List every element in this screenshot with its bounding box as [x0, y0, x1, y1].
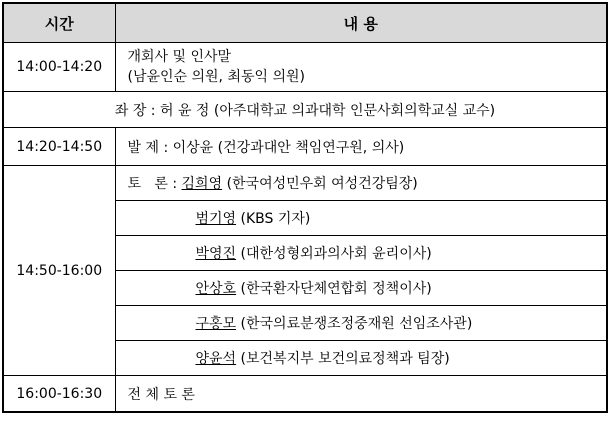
opening-title: 개회사 및 인사말	[127, 49, 232, 65]
panelist-row	[115, 236, 607, 271]
panelist-name: 안상호	[195, 281, 237, 297]
panelist-affiliation: (한국의료분쟁조정중재원 선임조사관)	[240, 316, 473, 332]
panelist-row	[115, 341, 607, 376]
panelist-name: 김희영	[181, 176, 223, 192]
discussion-row	[3, 166, 607, 201]
chair-affiliation: (아주대학교 의과대학 인문사회의학교실 교수)	[213, 102, 496, 119]
panelist-name: 박영진	[195, 246, 237, 262]
discussion-time: 14:50-16:00	[3, 166, 115, 376]
presentation-row	[3, 128, 607, 166]
panelist-name: 양윤석	[195, 351, 237, 367]
opening-time: 14:00-14:20	[3, 43, 115, 92]
panelist-name: 범기영	[195, 211, 237, 227]
presenter-name: 이상윤	[172, 139, 214, 156]
chair-label: 좌 장 :	[114, 102, 160, 119]
panelist-affiliation: (보건복지부 보건의료정책과 팀장)	[240, 351, 450, 367]
panelist-affiliation: (대한성형외과의사회 윤리이사)	[240, 246, 432, 262]
chair-cell	[3, 92, 607, 128]
program-schedule-table	[2, 2, 608, 413]
presentation-time: 14:20-14:50	[3, 128, 115, 166]
panelist-affiliation: (KBS 기자)	[240, 211, 311, 227]
panelist-affiliation: (한국여성민우회 여성건강팀장)	[226, 176, 418, 192]
panelist-row	[115, 306, 607, 341]
panelist-row	[115, 271, 607, 306]
closing-time: 16:00-16:30	[3, 376, 115, 413]
panelist-row	[115, 201, 607, 236]
chair-row	[3, 92, 607, 128]
opening-content	[115, 43, 607, 92]
content-column-header: 내 용	[115, 3, 607, 43]
panelist-row	[115, 166, 607, 201]
closing-row	[3, 376, 607, 413]
time-column-header: 시간	[3, 3, 115, 43]
chair-name: 허 윤 정	[159, 102, 210, 119]
presenter-affiliation: (건강과대안 책임연구원, 의사)	[217, 139, 405, 156]
presentation-content	[115, 128, 607, 166]
opening-row	[3, 43, 607, 92]
opening-speakers: (남윤인순 의원, 최동익 의원)	[127, 69, 305, 85]
header-row	[3, 3, 607, 43]
panelist-name: 구홍모	[195, 316, 237, 332]
panelist-affiliation: (한국환자단체연합회 정책이사)	[240, 281, 432, 297]
closing-content: 전 체 토 론	[115, 376, 607, 413]
presentation-label: 발 제 :	[127, 139, 173, 156]
discussion-label: 토 론 :	[127, 176, 182, 192]
